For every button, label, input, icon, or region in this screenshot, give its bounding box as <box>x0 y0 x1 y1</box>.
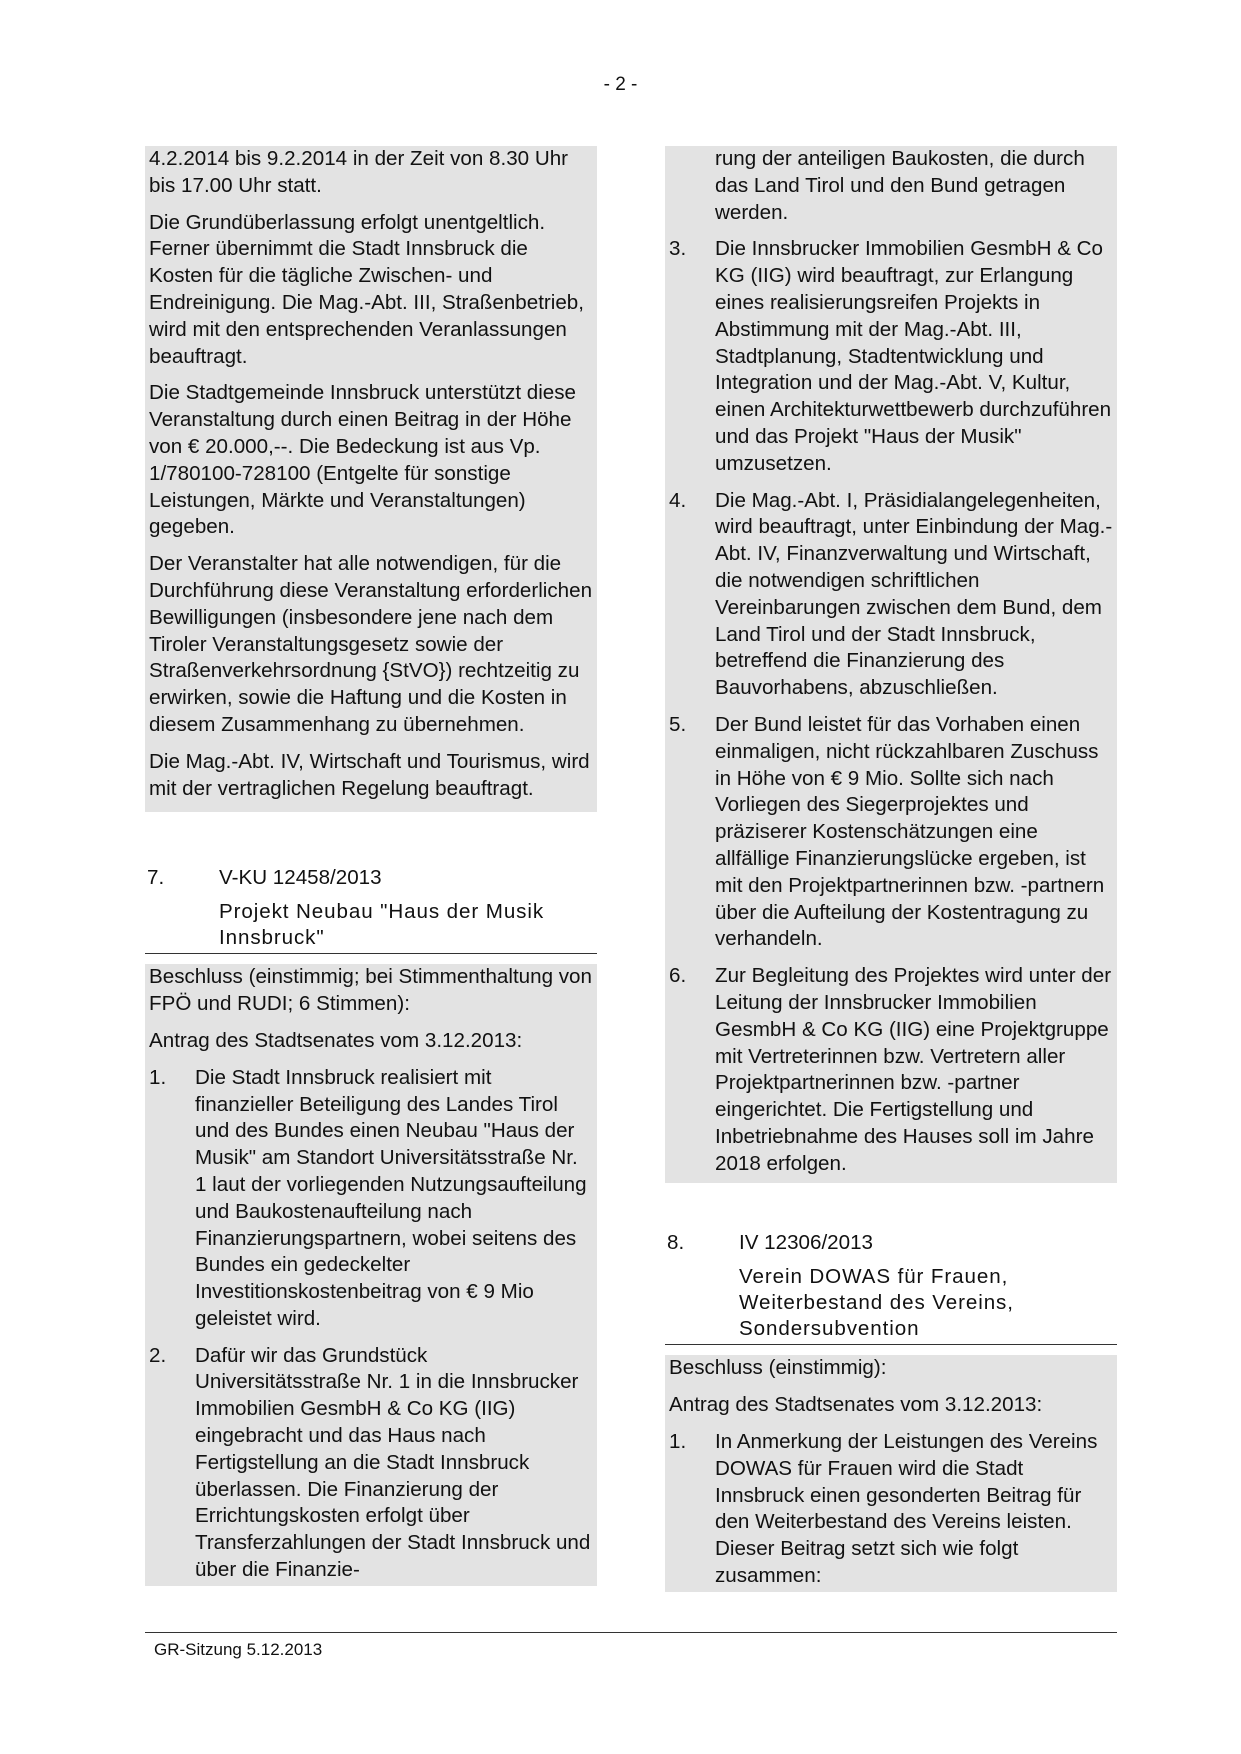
motion-text: Antrag des Stadtsenates vom 3.12.2013: <box>149 1028 523 1052</box>
resolution-block <box>665 1355 1117 1591</box>
divider <box>665 1344 1117 1345</box>
page-number: - 2 - <box>603 74 638 95</box>
agenda-title: Projekt Neubau "Haus der Musik Innsbruck" <box>219 900 545 950</box>
item-text: Die Mag.-Abt. I, Präsidialangelegenheiten, wird beauftragt, unter Einbindung der Mag.-Abt. IV, Finanzverwaltung und Wirtschaft, die notwendigen schriftlichen Vereinbarungen zwischen dem Bund, dem Land Tirol und der Stadt Innsbruck, betreffend die Finanzierung des Bauvorhabens, abzuschließen. <box>715 488 1113 700</box>
agenda-item-7-header <box>145 864 597 891</box>
list-item <box>669 236 1113 477</box>
item-number: 1. <box>669 1430 687 1454</box>
item-text: Dafür wir das Grundstück Universitätsstraße Nr. 1 in die Innsbrucker Immobilien GesmbH & Co KG (IIG) eingebracht und das Haus nach Fertigstellung an die Stadt Innsbruck überlassen. Die Finanzierung der Errichtungskosten erfolgt über Transferzahlungen der Stadt Innsbruck und über die Finanzie- <box>195 1343 591 1582</box>
item-text: Der Bund leistet für das Vorhaben einen einmaligen, nicht rückzahlbaren Zuschuss in Höhe von € 9 Mio. Sollte sich nach Vorliegen des Siegerprojektes und präziserer Kostenschätzungen eine allfällige Finanzierungslücke ergeben, ist mit den Projektpartnerinnen bzw. -partnern über die Aufteilung der Kostentragung zu verhandeln. <box>715 712 1105 951</box>
paragraph: Die Mag.-Abt. IV, Wirtschaft und Tourismus, wird mit der vertraglichen Regelung beauftragt. <box>149 749 590 800</box>
agenda-number: 8. <box>667 1231 685 1255</box>
agenda-reference: V-KU 12458/2013 <box>219 866 382 890</box>
item-text: Die Stadt Innsbruck realisiert mit finanzieller Beteiligung des Landes Tirol und des Bundes einen Neubau "Haus der Musik" am Standort Universitätsstraße Nr. 1 laut der vorliegenden Nutzungsaufteilung und Baukostenaufteilung nach Finanzierungspartnern, wobei seitens des Bundes ein gedeckelter Investitionskostenbeitrag von € 9 Mio geleistet wird. <box>195 1065 587 1330</box>
list-item <box>669 146 1113 226</box>
divider <box>145 953 597 954</box>
item-number: 1. <box>149 1065 167 1089</box>
item-number: 6. <box>669 964 687 988</box>
agenda-number: 7. <box>147 866 165 890</box>
continued-resolution-block <box>145 146 597 812</box>
item-text: In Anmerkung der Leistungen des Vereins DOWAS für Frauen wird die Stadt Innsbruck einen gesonderten Beitrag für den Weiterbestand des Vereins leisten. Dieser Beitrag setzt sich wie folgt zusammen: <box>715 1430 1098 1588</box>
left-column <box>145 146 597 1586</box>
motion-text: Antrag des Stadtsenates vom 3.12.2013: <box>669 1393 1043 1417</box>
item-text: Die Innsbrucker Immobilien GesmbH & Co KG (IIG) wird beauftragt, zur Erlangung eines realisierungsreifen Projekts in Abstimmung mit der Mag.-Abt. III, Stadtplanung, Stadtentwicklung und Integration und der Mag.-Abt. V, Kultur, einen Architekturwettbewerb durchzuführen und das Projekt "Haus der Musik" umzusetzen. <box>715 237 1112 475</box>
paragraph: Der Veranstalter hat alle notwendigen, für die Durchführung diese Veranstaltung erforderlichen Bewilligungen (insbesondere jene nach dem Tiroler Veranstaltungsgesetz sowie der Straßenverkehrsordnung {StVO}) rechtzeitig zu erwirken, sowie die Haftung und die Kosten in diesem Zusammenhang zu übernehmen. <box>149 552 593 736</box>
list-item <box>149 1343 593 1584</box>
resolution-block-continued <box>665 146 1117 1183</box>
decision-text: Beschluss (einstimmig): <box>669 1356 887 1380</box>
list-item <box>669 712 1113 953</box>
agenda-title: Verein DOWAS für Frauen, Weiterbestand des Vereins, Sondersubvention <box>739 1265 1014 1341</box>
paragraph: Die Stadtgemeinde Innsbruck unterstützt diese Veranstaltung durch einen Beitrag in der Höhe von € 20.000,--. Die Bedeckung ist aus Vp. 1/780100-728100 (Entgelte für sonstige Leistungen, Märkte und Veranstaltungen) gegeben. <box>149 381 576 539</box>
list-item <box>669 963 1113 1177</box>
right-column <box>665 146 1117 1592</box>
list-item <box>669 1429 1113 1590</box>
paragraph: Die Grundüberlassung erfolgt unentgeltlich. Ferner übernimmt die Stadt Innsbruck die Kosten für die tägliche Zwischen- und Endreinigung. Die Mag.-Abt. III, Straßenbetrieb, wird mit den entsprechenden Veranlassungen beauftragt. <box>149 210 584 368</box>
decision-text: Beschluss (einstimmig; bei Stimmenthaltung von FPÖ und RUDI; 6 Stimmen): <box>149 965 592 1016</box>
paragraph: 4.2.2014 bis 9.2.2014 in der Zeit von 8.30 Uhr bis 17.00 Uhr statt. <box>149 147 569 197</box>
footer-divider <box>145 1632 1117 1633</box>
item-number: 4. <box>669 488 687 512</box>
item-text: Zur Begleitung des Projektes wird unter der Leitung der Innsbrucker Immobilien GesmbH & Co KG (IIG) eine Projektgruppe mit Vertreterinnen bzw. Vertretern aller Projektpartnerinnen bzw. -partner eingerichtet. Die Fertigstellung und Inbetriebnahme des Hauses soll im Jahre 2018 erfolgen. <box>715 964 1112 1175</box>
resolution-block <box>145 964 597 1586</box>
footer-text: GR-Sitzung 5.12.2013 <box>154 1640 323 1659</box>
agenda-reference: IV 12306/2013 <box>739 1231 873 1255</box>
item-number: 2. <box>149 1343 167 1367</box>
list-item <box>149 1065 593 1333</box>
list-item <box>669 488 1113 702</box>
item-number: 3. <box>669 237 687 261</box>
item-number: 5. <box>669 712 687 736</box>
item-text: rung der anteiligen Baukosten, die durch das Land Tirol und den Bund getragen werden. <box>715 147 1085 224</box>
agenda-item-8-header <box>665 1229 1117 1256</box>
